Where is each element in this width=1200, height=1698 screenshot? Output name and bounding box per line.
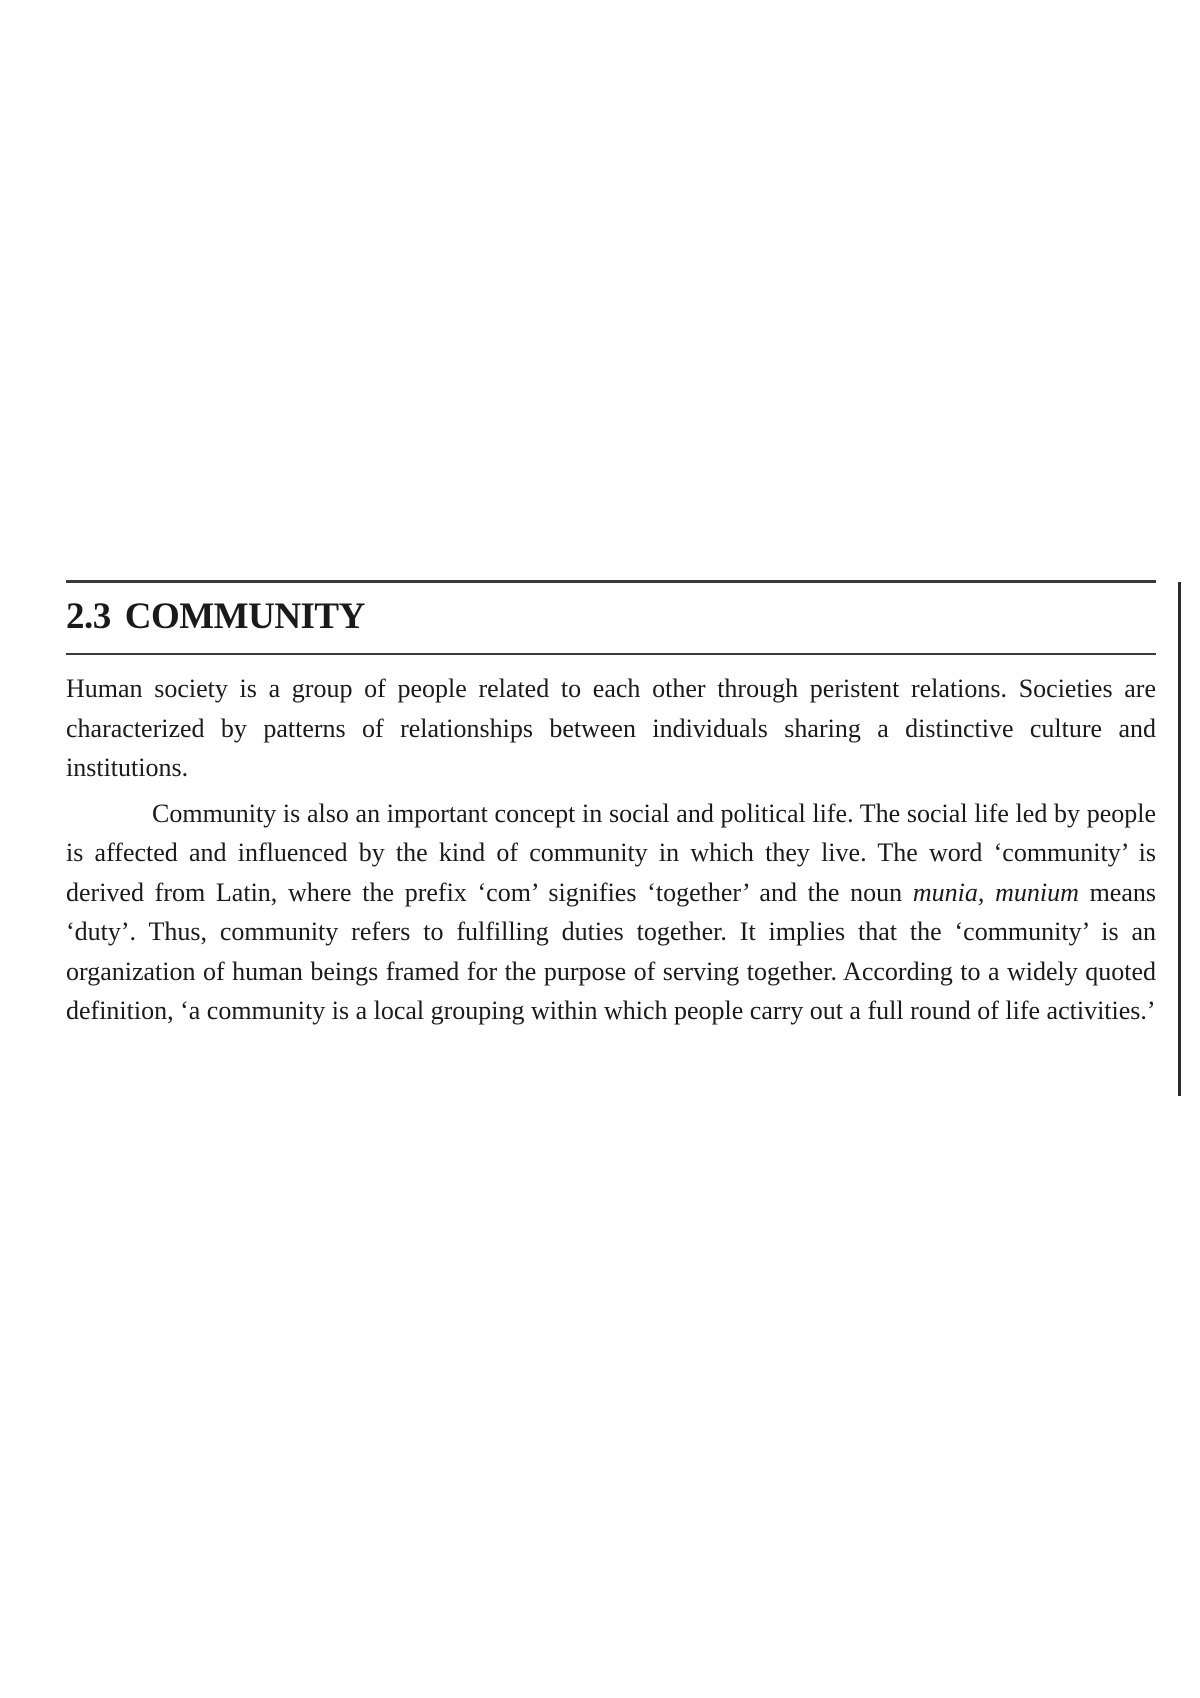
section-community: [66, 580, 1156, 1031]
paragraph-2-part-a: Community is also an important concept in social and political life. The social life led by people is affected and influenced by the kind of community in which they live. The word ‘community’ is derived from Latin, where the prefix ‘com’ signifies ‘together’ and the noun: [66, 798, 1156, 907]
margin-change-bar: [1178, 582, 1181, 1096]
section-title: COMMUNITY: [124, 596, 365, 637]
bottom-rule: [66, 653, 1156, 655]
paragraph-2-part-b: means ‘duty’. Thus, community refers to fulfilling duties together. It implies that the ‘community’ is an organization of human beings framed for the purpose of serving together. According to a widely quoted definition, ‘a community is a local grouping within which people carry out a full round of life activities.’: [66, 877, 1157, 1025]
paragraph-1: Human society is a group of people related to each other through peristent relations. Societies are characterized by patterns of relationships between individuals sharing a distinctive culture and institutions.: [66, 674, 1156, 782]
top-rule: [66, 580, 1156, 583]
body-text: [66, 669, 1156, 1031]
paragraph-2-latin-term: munia, munium: [912, 877, 1079, 907]
section-heading: [66, 595, 1156, 639]
section-number: 2.3: [66, 596, 111, 637]
paragraph-2: [66, 794, 1156, 1031]
